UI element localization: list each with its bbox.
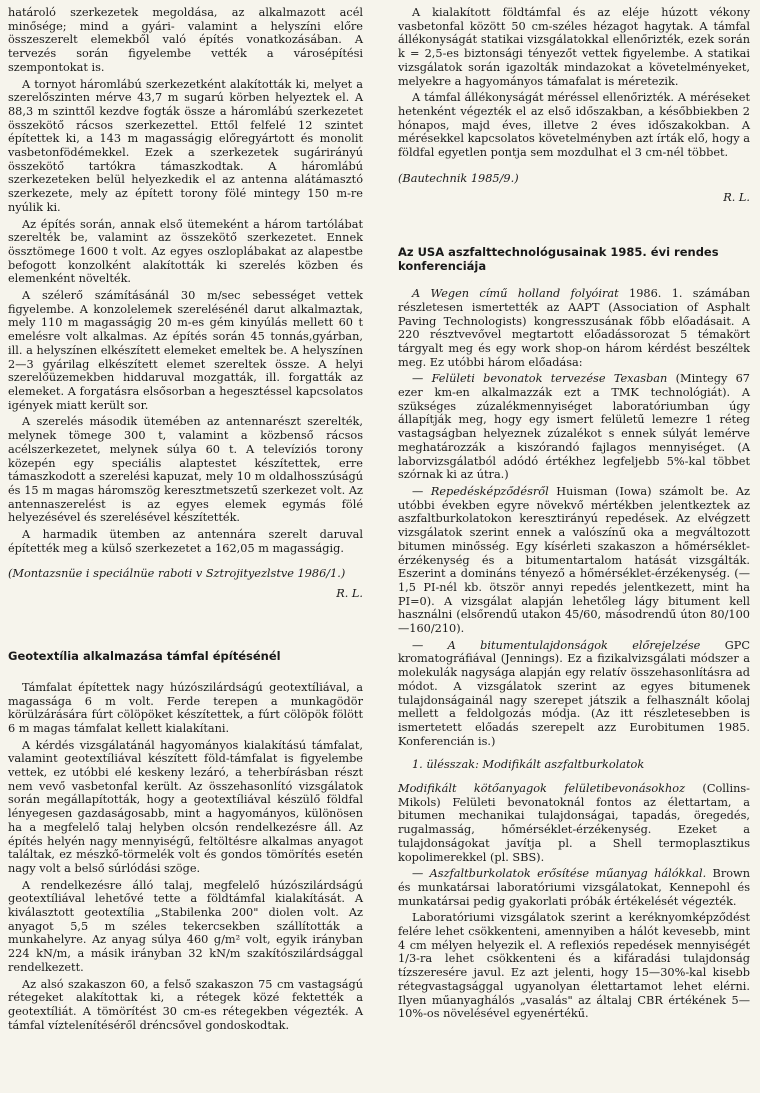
spacer: [398, 273, 750, 287]
paragraph-text: (Collins-Mikols) Felületi bevonatoknál fontos az élettartam, a bitumen mechanikai tulajdonságai, tapadás, öregedés, rugalmasság, hőmérséklet-érzékenység. Ezeket a tulajdonságokat javítja pl. a Shell termoplasztikus kopolimerekkel (pl. SBS).: [398, 782, 750, 864]
spacer: [8, 601, 363, 649]
journal-name: A Wegen című holland folyóirat: [412, 287, 619, 301]
paragraph: [398, 639, 750, 749]
spacer: [8, 663, 363, 681]
paragraph-text: GPC kromatográfiával (Jennings). Ez a fizikalvizsgálati módszer a molekulák nagysága alapján egy relatív összehasonlításra ad módot. A vizsgálatok szerint az egyes bitumenek tulajdonságainál nagy szerepet játszik a felhasznált kőolaj mellett a feldolgozás módja. (Az itt részletesebben is ismertetett előadás szerepelt azz Eurobitumen 1985. Konferencián is.): [398, 638, 750, 748]
paragraph: Laboratóriumi vizsgálatok szerint a keréknyomképződést felére lehet csökkenteni, amennyiben a hálót kevesebb, mint 4 cm mélyen helyezik el. A reflexiós repedések mennyiségét 1/3-ra lehet csökkenteni és a kifáradási tulajdonság tízszeresére javul. Ez azt jelenti, hogy 15—30%-kal kisebb rétegvastagsággal ugyanolyan élettartamot lehet elérni. Ilyen műanyaghálós „vasalás" az általaj CBR értékének 5—10%-os növelésével egyenértékű.: [398, 911, 750, 1021]
paragraph: Az építés során, annak első ütemeként a három tartólábat szerelték be, valamint az összekötő szerkezetet. Ennek össztömege 1600 t volt. Az egyes oszloplábakat az alapestbe befogott konzolként alakították ki szerelés közben és elemenként növelték.: [8, 217, 363, 286]
spacer: [398, 772, 750, 782]
paragraph: [398, 287, 750, 369]
paragraph: A kérdés vizsgálatánál hagyományos kialakítású támfalat, valamint geotextíliával készített föld-támfalat is figyelembe vettek, ez utóbbi elé keskeny lezáró, a teherbírásban részt nem vevő vasbetonfal került. Az összehasonlító vizsgálatok során megállapították, hogy a geotextíliával készülő földfal lényegesen gazdaságosabb, mint a hagyományos, különösen ha a megfelelő talaj helyben olcsón rendelkezésre áll. Az építés helyén nagy mennyiségű, feltöltésre alkalmas anyagot találtak, ez mészkő-törmelék volt és gondos tömörítés esetén nagy volt a belső súrlódási szöge.: [8, 738, 363, 875]
paragraph: A támfal állékonyságát méréssel ellenőrizték. A méréseket hetenként végezték el az első időszakban, a későbbiekben 2 hónapos, majd éves, illetve 2 éves időszakokban. A mérésekkel kapcsolatos követelményben azt írták elő, hogy a földfal egyetlen pontja sem mozdulhat el 3 cm-nél többet.: [398, 91, 750, 160]
paragraph: A szerelés második ütemében az antennarészt szerelték, melynek tömege 300 t, valamint a közbenső rácsos acélszerkezetet, melynek súlya 60 t. A televíziós torony közepén egy speciális alaptestet készítettek, erre támaszkodott a szerelési kapuzat, mely 10 m oldalhosszúságú és 15 m magas háromszög keresztmetszetű szerkezet volt. Az antennaszerelést is az egyes elemek egymás fölé helyezésével és szerelésével készítették.: [8, 415, 363, 525]
author-signature: R. L.: [336, 587, 363, 601]
item-heading: — Repedésképződésről: [412, 484, 549, 498]
paragraph-text: Huisman (Iowa) számolt be. Az utóbbi években egyre növekvő mértékben jelentkeztek az aszfaltburkolatokon keresztirányú repedések. Az elvégzett vizsgálatok szerint ennek a valószínű oka a megváltozott bitumen minősség. Egy kísérleti szakaszon a hőmérséklet-érzékenység és a bitumentartalom hatását vizsgálták. Eszerint a domináns tényező a hőmérséklet-érzékenység. (—1,5 PI-nél kb. ötször annyi repedés jelentkezett, mint ha PI=0). A vizsgálat alapján lehetőleg lágy bitument kell használni (elsőrendű utakon 45/60, másodrendű úton 80/100—160/210).: [398, 484, 750, 636]
paragraph: Az alsó szakaszon 60, a felső szakaszon 75 cm vastagságú rétegeket alakítottak ki, a rétegek közé fektették a geotextíliát. A tömörítést 30 cm-es rétegekben végezték. A támfal víztelenítéséről dréncsővel gondoskodtak.: [8, 977, 363, 1032]
paragraph-text: Brown és munkatársai laboratóriumi vizsgálatokat, Kennepohl és munkatársai pedig gyakorlati próbák értékelését végezték.: [398, 867, 750, 908]
author-signature: R. L.: [723, 191, 750, 205]
item-heading: Modifikált kötőanyagok felületibevonásokhoz: [398, 782, 686, 796]
paragraph: A szélerő számításánál 30 m/sec sebességet vettek figyelembe. A konzolelemek szerelésénél darut alkalmaztak, mely 110 m magasságig 20 m-es gém kinyúlás mellett 60 t emelésre volt alkalmas. Az építés során 45 tonnás,gyárban, ill. a helyszínen elkészített elemeket emeltek be. A helyszínen 2—3 gyárilag elkészített elemet szereltek össze. A helyi szerelőüzemekben hiddaruval mozgatták, ill. forgatták az elemeket. A forgatásra elsősorban a hegesztéssel kapcsolatos igények miatt került sor.: [8, 289, 363, 412]
right-column: [398, 6, 750, 1021]
session-heading: 1. ülésszak: Modifikált aszfaltburkolatok: [412, 758, 645, 772]
paragraph: A rendelkezésre álló talaj, megfelelő húzószilárdságú geotextíliával lehetővé tette a földtámfal kialakítását. A kiválasztott geotextília „Stabilenka 200" diolen volt. Az anyagot 5,5 m széles tekercsekben szállították a munkahelyre. Az anyag súlya 460 g/m² volt, egyik irányban 224 kN/m, a másik irányban 32 kN/m szakítószilárdsággal rendelkezett.: [8, 878, 363, 974]
paragraph: [398, 372, 750, 482]
paragraph: A tornyot háromlábú szerkezetként alakították ki, melyet a szerelőszinten mérve 43,7 m sugarú körben helyeztek el. A 88,3 m szinttől kezdve fogták össze a háromlábú szerkezetet összekötő rácsos szerkezettel. Ettől felfelé 12 szintet építettek ki, a 143 m magasságig előregyártott és monolit vasbetonfödémekkel. Ezek a szerkezetek sugárirányú összekötő tartókra támaszkodtak. A háromlábú szerkezeteken belül helyezkedik el az antenna alátámasztó szerkezete, mely az épített torony fölé mintegy 150 m-re nyúlik ki.: [8, 77, 363, 214]
paragraph: [398, 485, 750, 636]
source-citation: (Bautechnik 1985/9.): [398, 171, 519, 185]
spacer: [398, 205, 750, 245]
paragraph: A harmadik ütemben az antennára szerelt daruval építették meg a külső szerkezetet a 162,05 m magasságig.: [8, 528, 363, 555]
article-title: Geotextília alkalmazása támfal építésénél: [8, 648, 281, 663]
paragraph: [398, 867, 750, 908]
paragraph-text: (Mintegy 67 ezer km-en alkalmazzák ezt a TMK technológiát). A szükséges zúzalékmennyiséget laboratóriumban úgy állapítják meg, hogy egy ismert felületű lemezre 1 réteg vastagságban helyeznek zúzalékot s ennek súlyát lemérve meghatározzák a kiszórandó fajlagos mennyiséget. (A laborvizsgálatból adódó értékhez legfeljebb 5%-kal többet szórnak ki az útra.): [398, 372, 750, 482]
item-heading: — Felületi bevonatok tervezése Texasban: [412, 372, 668, 386]
source-citation: (Montazsnüe i speciálnüe raboti v Sztrojityezlstve 1986/1.): [8, 567, 346, 581]
item-heading: — A bitumentulajdonságok előrejelzése: [412, 638, 701, 652]
left-column: [8, 6, 363, 1032]
paragraph: Támfalat építettek nagy húzószilárdságú geotextíliával, a magassága 6 m volt. Ferde terepen a munkagödör körülzárására fúrt cölöpöket készítettek, a fúrt cölöpök fölött 6 m magas támfalat kellett kialakítani.: [8, 680, 363, 735]
spacer: [398, 748, 750, 758]
article-title: Az USA aszfalttechnológusainak 1985. évi rendes konferenciája: [398, 245, 719, 274]
paragraph-text: 1986. 1. számában részletesen ismertették az AAPT (Association of Asphalt Paving Technologists) kongresszusának főbb előadásait. A 220 résztvevővel megtartott előadássorozat 5 témakört tárgyalt meg és egy work shop-on három kérdést beszéltek meg. Ez utóbbi három előadása:: [398, 287, 750, 369]
paragraph: határoló szerkezetek megoldása, az alkalmazott acél minősége; mind a gyári- valamint a helyszíni előre összeszerelt elemekből való építés vonatkozásában. A tervezés során figyelembe vették a városépítési szempontokat is.: [8, 6, 363, 74]
paragraph: [398, 782, 750, 864]
item-heading: — Aszfaltburkolatok erősítése műanyag hálókkal.: [412, 867, 707, 881]
paragraph: A kialakított földtámfal és az eléje húzott vékony vasbetonfal között 50 cm-széles hézagot hagytak. A támfal állékonyságát statikai vizsgálatokkal ellenőrizték, ezek során k = 2,5-es biztonsági tényezőt vettek figyelembe. A statikai vizsgálatok során igazolták mindazokat a követelményeket, melyekre a hagyományos támafalat is méretezik.: [398, 6, 750, 88]
